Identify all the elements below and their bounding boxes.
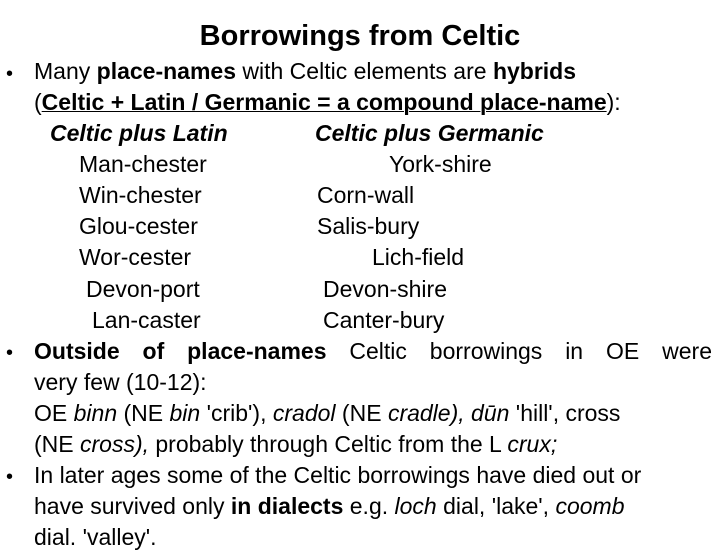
germanic-place-name: Lich-field [372,244,465,270]
latin-place-name: Glou-cester [79,213,198,239]
germanic-place-name: Canter-bury [323,307,445,333]
bullet2-line1: Outside of place-names Celtic borrowings in OE were [34,338,712,364]
bullet-marker: • [6,466,14,488]
latin-place-name: Win-chester [79,182,202,208]
bullet2-line3: OE binn (NE bin 'crib'), cradol (NE cradle), dūn 'hill', cross [34,400,621,426]
bullet-marker: • [6,342,14,364]
latin-place-name: Wor-cester [79,244,192,270]
bullet2-line2: very few (10-12): [34,369,207,395]
latin-column-header: Celtic plus Latin [50,120,228,146]
germanic-place-name: Corn-wall [317,182,415,208]
bullet1-line2: (Celtic + Latin / Germanic = a compound place-name): [34,89,621,115]
bullet3-line1: In later ages some of the Celtic borrowings have died out or [34,462,642,488]
bullet3-line2: have survived only in dialects e.g. loch dial, 'lake', coomb [34,493,625,519]
page-title: Borrowings from Celtic [199,20,521,52]
latin-place-name: Man-chester [79,151,207,177]
germanic-place-name: Salis-bury [317,213,420,239]
germanic-column-header: Celtic plus Germanic [315,120,544,146]
bullet2-line4: (NE cross), probably through Celtic from the L crux; [34,431,558,457]
latin-place-name: Lan-caster [92,307,201,333]
bullet-marker: • [6,63,14,85]
germanic-place-name: Devon-shire [323,276,447,302]
latin-place-name: Devon-port [86,276,200,302]
bullet1-line1: Many place-names with Celtic elements are hybrids [34,58,577,84]
germanic-place-name: York-shire [389,151,492,177]
bullet3-line3: dial. 'valley'. [34,524,157,550]
